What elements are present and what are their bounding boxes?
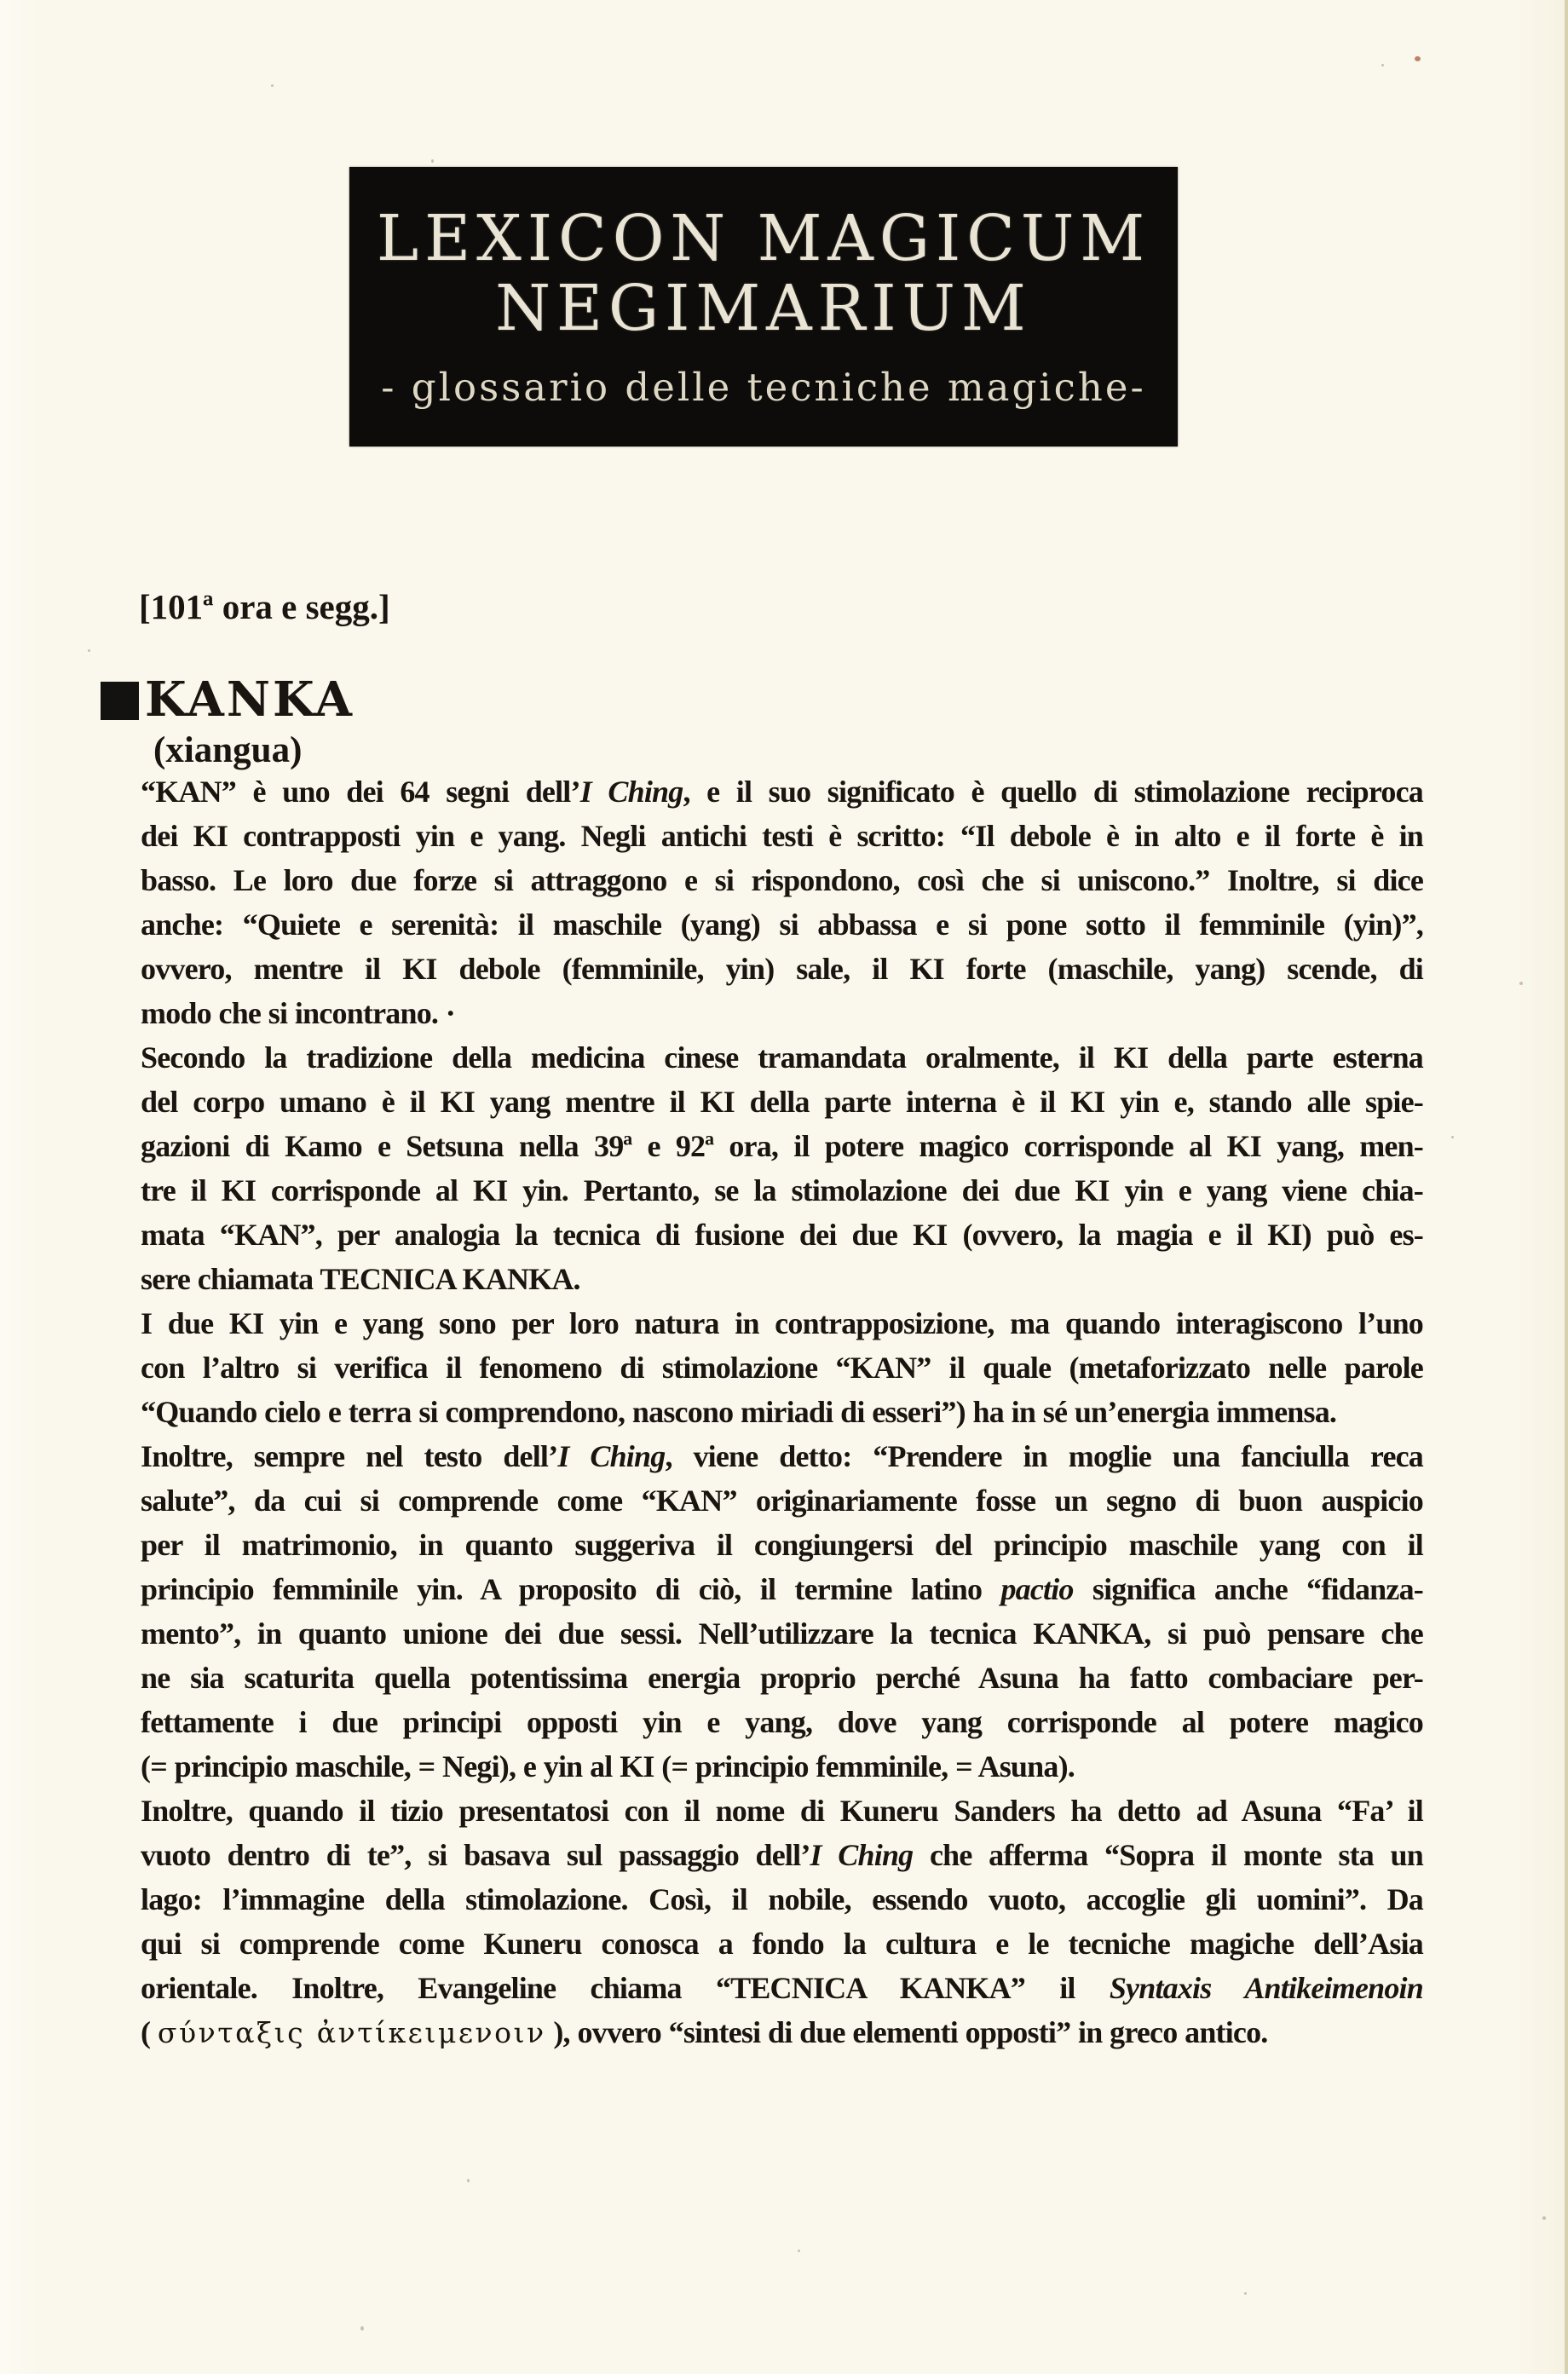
text-line [141, 1567, 1423, 1611]
text-line [141, 1168, 1423, 1213]
text-line [141, 1124, 1423, 1168]
plain-text: con l’altro si verifica il fenomeno di stimolazione “KAN” il quale (metaforizzato nelle parole [141, 1351, 1423, 1385]
italic-text: I Ching [557, 1439, 666, 1473]
text-line [141, 991, 1423, 1035]
plain-text: del corpo umano è il KI yang mentre il KI della parte interna è il KI yin e, stando alle spie- [141, 1085, 1423, 1119]
text-line [141, 858, 1423, 902]
plain-text: principio femminile yin. A proposito di ciò, il termine latino [141, 1572, 1001, 1606]
text-line [141, 902, 1423, 947]
plain-text: Inoltre, quando il tizio presentatosi con il nome di Kuneru Sanders ha detto ad Asuna “Fa’ il [141, 1794, 1423, 1828]
plain-text: (= principio maschile, = Negi), e yin al KI (= principio femminile, = Asuna). [141, 1749, 1075, 1783]
text-line [141, 1080, 1423, 1124]
text-line [141, 1744, 1423, 1789]
italic-text: I Ching [579, 775, 683, 809]
scan-speck [431, 159, 434, 163]
italic-text: pactio [1000, 1572, 1074, 1606]
title-banner [349, 167, 1178, 447]
plain-text: sere chiamata TECNICA KANKA. [141, 1262, 580, 1296]
text-line [141, 1789, 1423, 1833]
text-line [141, 769, 1423, 814]
plain-text: ne sia scaturita quella potentissima energia proprio perché Asuna ha fatto combaciare per- [141, 1661, 1423, 1695]
plain-text: modo che si incontrano. · [141, 996, 456, 1030]
text-line [141, 1390, 1423, 1434]
plain-text: Secondo la tradizione della medicina cinese tramandata oralmente, il KI della parte esterna [141, 1040, 1423, 1075]
text-line [141, 1877, 1423, 1922]
scan-edge-line [1565, 0, 1568, 2374]
scan-speck [1381, 64, 1384, 66]
text-line [141, 1966, 1423, 2010]
plain-text: mata “KAN”, per analogia la tecnica di fusione dei due KI (ovvero, la magia e il KI) può es- [141, 1218, 1423, 1252]
text-line [141, 1833, 1423, 1877]
plain-text: fettamente i due principi opposti yin e yang, dove yang corrisponde al potere magico [141, 1705, 1423, 1739]
hour-reference-label: [101ª ora e segg.] [139, 587, 390, 626]
scan-speck [88, 649, 90, 652]
plain-text: significa anche “fidanza- [1073, 1572, 1423, 1606]
scan-speck [1519, 982, 1523, 985]
scan-speck [271, 84, 274, 87]
text-line [141, 1478, 1423, 1523]
banner-title-line2: NEGIMARIUM [495, 272, 1032, 345]
text-line [141, 1700, 1423, 1744]
plain-text: basso. Le loro due forze si attraggono e si rispondono, così che si uniscono.” Inoltre, si dice [141, 863, 1423, 897]
scan-speck [1451, 1136, 1454, 1138]
plain-text: ), ovvero “sintesi di due elementi opposti” in greco antico. [545, 2015, 1268, 2049]
text-line [141, 1922, 1423, 1966]
text-line [141, 1035, 1423, 1080]
plain-text: gazioni di Kamo e Setsuna nella 39ª e 92ª ora, il potere magico corrisponde al KI yang, men- [141, 1129, 1423, 1163]
text-line [141, 1611, 1423, 1656]
text-line [141, 1523, 1423, 1567]
plain-text: I due KI yin e yang sono per loro natura in contrapposizione, ma quando interagiscono l’uno [141, 1306, 1423, 1340]
banner-subtitle: - glossario delle tecniche magiche- [381, 365, 1146, 410]
text-line [141, 1656, 1423, 1700]
greek-text: σύνταξις ἀντίκειμενοιν [157, 2016, 546, 2049]
entry-body-text [141, 769, 1423, 2054]
text-line [141, 947, 1423, 991]
plain-text: per il matrimonio, in quanto suggeriva il congiungersi del principio maschile yang con il [141, 1528, 1423, 1562]
plain-text: orientale. Inoltre, Evangeline chiama “TECNICA KANKA” il [141, 1971, 1110, 2005]
scan-speck [467, 2179, 470, 2182]
banner-title-line1: LEXICON MAGICUM [377, 202, 1150, 275]
scan-speck [1542, 2216, 1546, 2220]
plain-text: che afferma “Sopra il monte sta un [913, 1838, 1423, 1872]
scan-speck [798, 2250, 800, 2252]
entry-heading [101, 671, 355, 728]
text-line [141, 1345, 1423, 1390]
square-bullet-icon [101, 682, 139, 720]
text-line [141, 1257, 1423, 1301]
plain-text: anche: “Quiete e serenità: il maschile (yang) si abbassa e si pone sotto il femminile (yin)”, [141, 908, 1423, 942]
entry-term: KANKA [145, 671, 355, 728]
plain-text: lago: l’immagine della stimolazione. Così, il nobile, essendo vuoto, accoglie gli uomini”. Da [141, 1882, 1423, 1916]
text-line [141, 1213, 1423, 1257]
plain-text: vuoto dentro di te”, si basava sul passaggio dell’ [141, 1838, 810, 1872]
text-line [141, 1434, 1423, 1478]
italic-text: I Ching [810, 1838, 914, 1872]
plain-text: “KAN” è uno dei 64 segni dell’ [141, 775, 580, 809]
scan-speck [1415, 56, 1421, 61]
italic-text: Syntaxis Antikeimenoin [1109, 1971, 1423, 2005]
scan-speck [360, 2326, 364, 2331]
plain-text: ovvero, mentre il KI debole (femminile, yin) sale, il KI forte (maschile, yang) scende, di [141, 952, 1423, 986]
plain-text: Inoltre, sempre nel testo dell’ [141, 1439, 558, 1473]
plain-text: tre il KI corrisponde al KI yin. Pertanto, se la stimolazione dei due KI yin e yang viene chia- [141, 1173, 1423, 1207]
plain-text: dei KI contrapposti yin e yang. Negli antichi testi è scritto: “Il debole è in alto e il forte è in [141, 819, 1423, 853]
plain-text: salute”, da cui si comprende come “KAN” originariamente fosse un segno di buon auspicio [141, 1484, 1423, 1518]
text-line [141, 2010, 1423, 2054]
plain-text: “Quando cielo e terra si comprendono, nascono miriadi di esseri”) ha in sé un’energia immensa. [141, 1395, 1337, 1429]
text-line [141, 814, 1423, 858]
plain-text: , e il suo significato è quello di stimolazione reciproca [683, 775, 1423, 809]
plain-text: mento”, in quanto unione dei due sessi. Nell’utilizzare la tecnica KANKA, si può pensare che [141, 1616, 1423, 1651]
text-line [141, 1301, 1423, 1345]
plain-text: qui si comprende come Kuneru conosca a fondo la cultura e le tecniche magiche dell’Asia [141, 1927, 1423, 1961]
plain-text: , viene detto: “Prendere in moglie una fanciulla reca [665, 1439, 1424, 1473]
plain-text: ( [141, 2015, 158, 2049]
scan-speck [1244, 2292, 1247, 2295]
entry-reading: (xiangua) [153, 730, 303, 770]
